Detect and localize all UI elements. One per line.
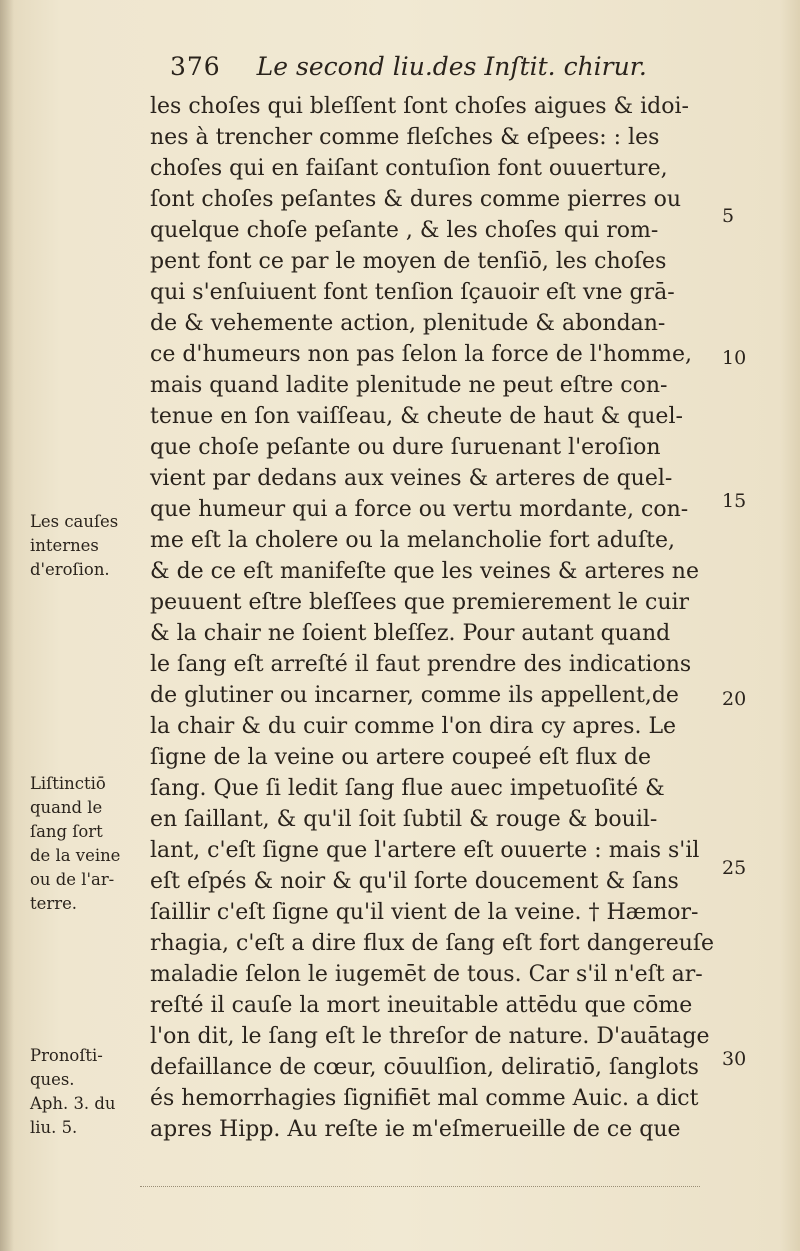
text-line: l'on dit, le ſang eſt le threſor de nature. D'auātage [150,1024,710,1049]
text-line: defaillance de cœur, cōuulſion, deliratiō, ſanglots [150,1055,699,1080]
margin-note-line: d'eroſion. [30,560,110,580]
text-line: eſt eſpés & noir & qu'il ſorte doucement & ſans [150,869,679,894]
text-line: apres Hipp. Au reſte ie m'eſmerueille de ce que [150,1117,681,1142]
line-number: 10 [722,347,747,369]
text-line: mais quand ladite plenitude ne peut eſtre con- [150,373,668,398]
text-line: la chair & du cuir comme l'on dira cy apres. Le [150,714,677,739]
text-line: de & vehemente action, plenitude & abondan- [150,311,666,336]
text-line: ce d'humeurs non pas ſelon la force de l'homme, [150,342,693,367]
margin-note-line: liu. 5. [30,1118,78,1138]
text-line: rhagia, c'eſt a dire flux de ſang eſt fort dangereuſe [150,931,715,956]
line-number: 15 [722,490,747,512]
margin-note-causes [30,510,154,582]
margin-note-line: terre. [30,894,78,914]
margin-note-line: Les cauſes [30,512,119,532]
bottom-rule [140,1186,700,1187]
text-line: qui s'enſuiuent font tenſion ſçauoir eſt vne grā- [150,280,675,305]
text-line: de glutiner ou incarner, comme ils appellent,de [150,683,679,708]
text-line: ſont choſes peſantes & dures comme pierres ou [150,187,682,212]
text-line: me eſt la cholere ou la melancholie fort aduſte, [150,528,676,553]
text-line: vient par dedans aux veines & arteres de quel- [150,466,673,491]
page-number: 376 [170,52,221,81]
text-line: nes à trencher comme fleſches & eſpees: : les [150,125,660,150]
running-title: Le second liu.des Inſtit. chirur. [256,52,647,81]
text-line: peuuent eſtre bleſſees que premierement le cuir [150,590,690,615]
line-number: 25 [722,857,747,879]
margin-note-prognostics [30,1044,154,1140]
text-line: maladie ſelon le iugemēt de tous. Car s'il n'eſt ar- [150,962,703,987]
text-line: és hemorrhagies ſignifiēt mal comme Auic. a dict [150,1086,699,1111]
margin-note-line: ou de l'ar- [30,870,115,890]
margin-note-line: Aph. 3. du [30,1094,116,1114]
margin-note-line: Liſtinctiō [30,774,106,794]
line-number: 30 [722,1048,747,1070]
text-line: ſaillir c'eſt ſigne qu'il vient de la veine. † Hæmor- [150,900,699,925]
text-line: choſes qui en faiſant contuſion font ouuerture, [150,156,668,181]
text-line: que humeur qui a force ou vertu mordante, con- [150,497,689,522]
margin-note-distinction [30,772,154,916]
text-line: les choſes qui bleſſent ſont choſes aigues & idoi- [150,94,689,119]
margin-note-line: Pronoſti- [30,1046,103,1066]
text-line: & de ce eſt manifeſte que les veines & arteres ne [150,559,699,584]
line-number: 5 [722,205,735,227]
text-line: & la chair ne ſoient bleſſez. Pour autant quand [150,621,671,646]
text-line: pent font ce par le moyen de tenſiō, les choſes [150,249,667,274]
text-line: tenue en ſon vaiſſeau, & cheute de haut & quel- [150,404,683,429]
line-number: 20 [722,688,747,710]
text-line: en ſaillant, & qu'il ſoit ſubtil & rouge & bouil- [150,807,658,832]
text-line: quelque choſe peſante , & les choſes qui rom- [150,218,659,243]
margin-note-line: ſang ſort [30,822,103,842]
text-line: lant, c'eſt ſigne que l'artere eſt ouuerte : mais s'il [150,838,700,863]
margin-note-line: de la veine [30,846,121,866]
text-line: ſigne de la veine ou artere coupeé eſt flux de [150,745,651,770]
margin-note-line: ques. [30,1070,75,1090]
margin-note-line: internes [30,536,99,556]
text-line: le ſang eſt arreſté il faut prendre des indications [150,652,692,677]
margin-note-line: quand le [30,798,103,818]
text-line: reſté il cauſe la mort ineuitable attēdu que cōme [150,993,693,1018]
binding-shadow [0,0,14,1251]
page-header [170,52,690,92]
text-line: ſang. Que ſi ledit ſang flue auec impetuoſité & [150,776,665,801]
text-line: que choſe peſante ou dure ſuruenant l'eroſion [150,435,661,460]
